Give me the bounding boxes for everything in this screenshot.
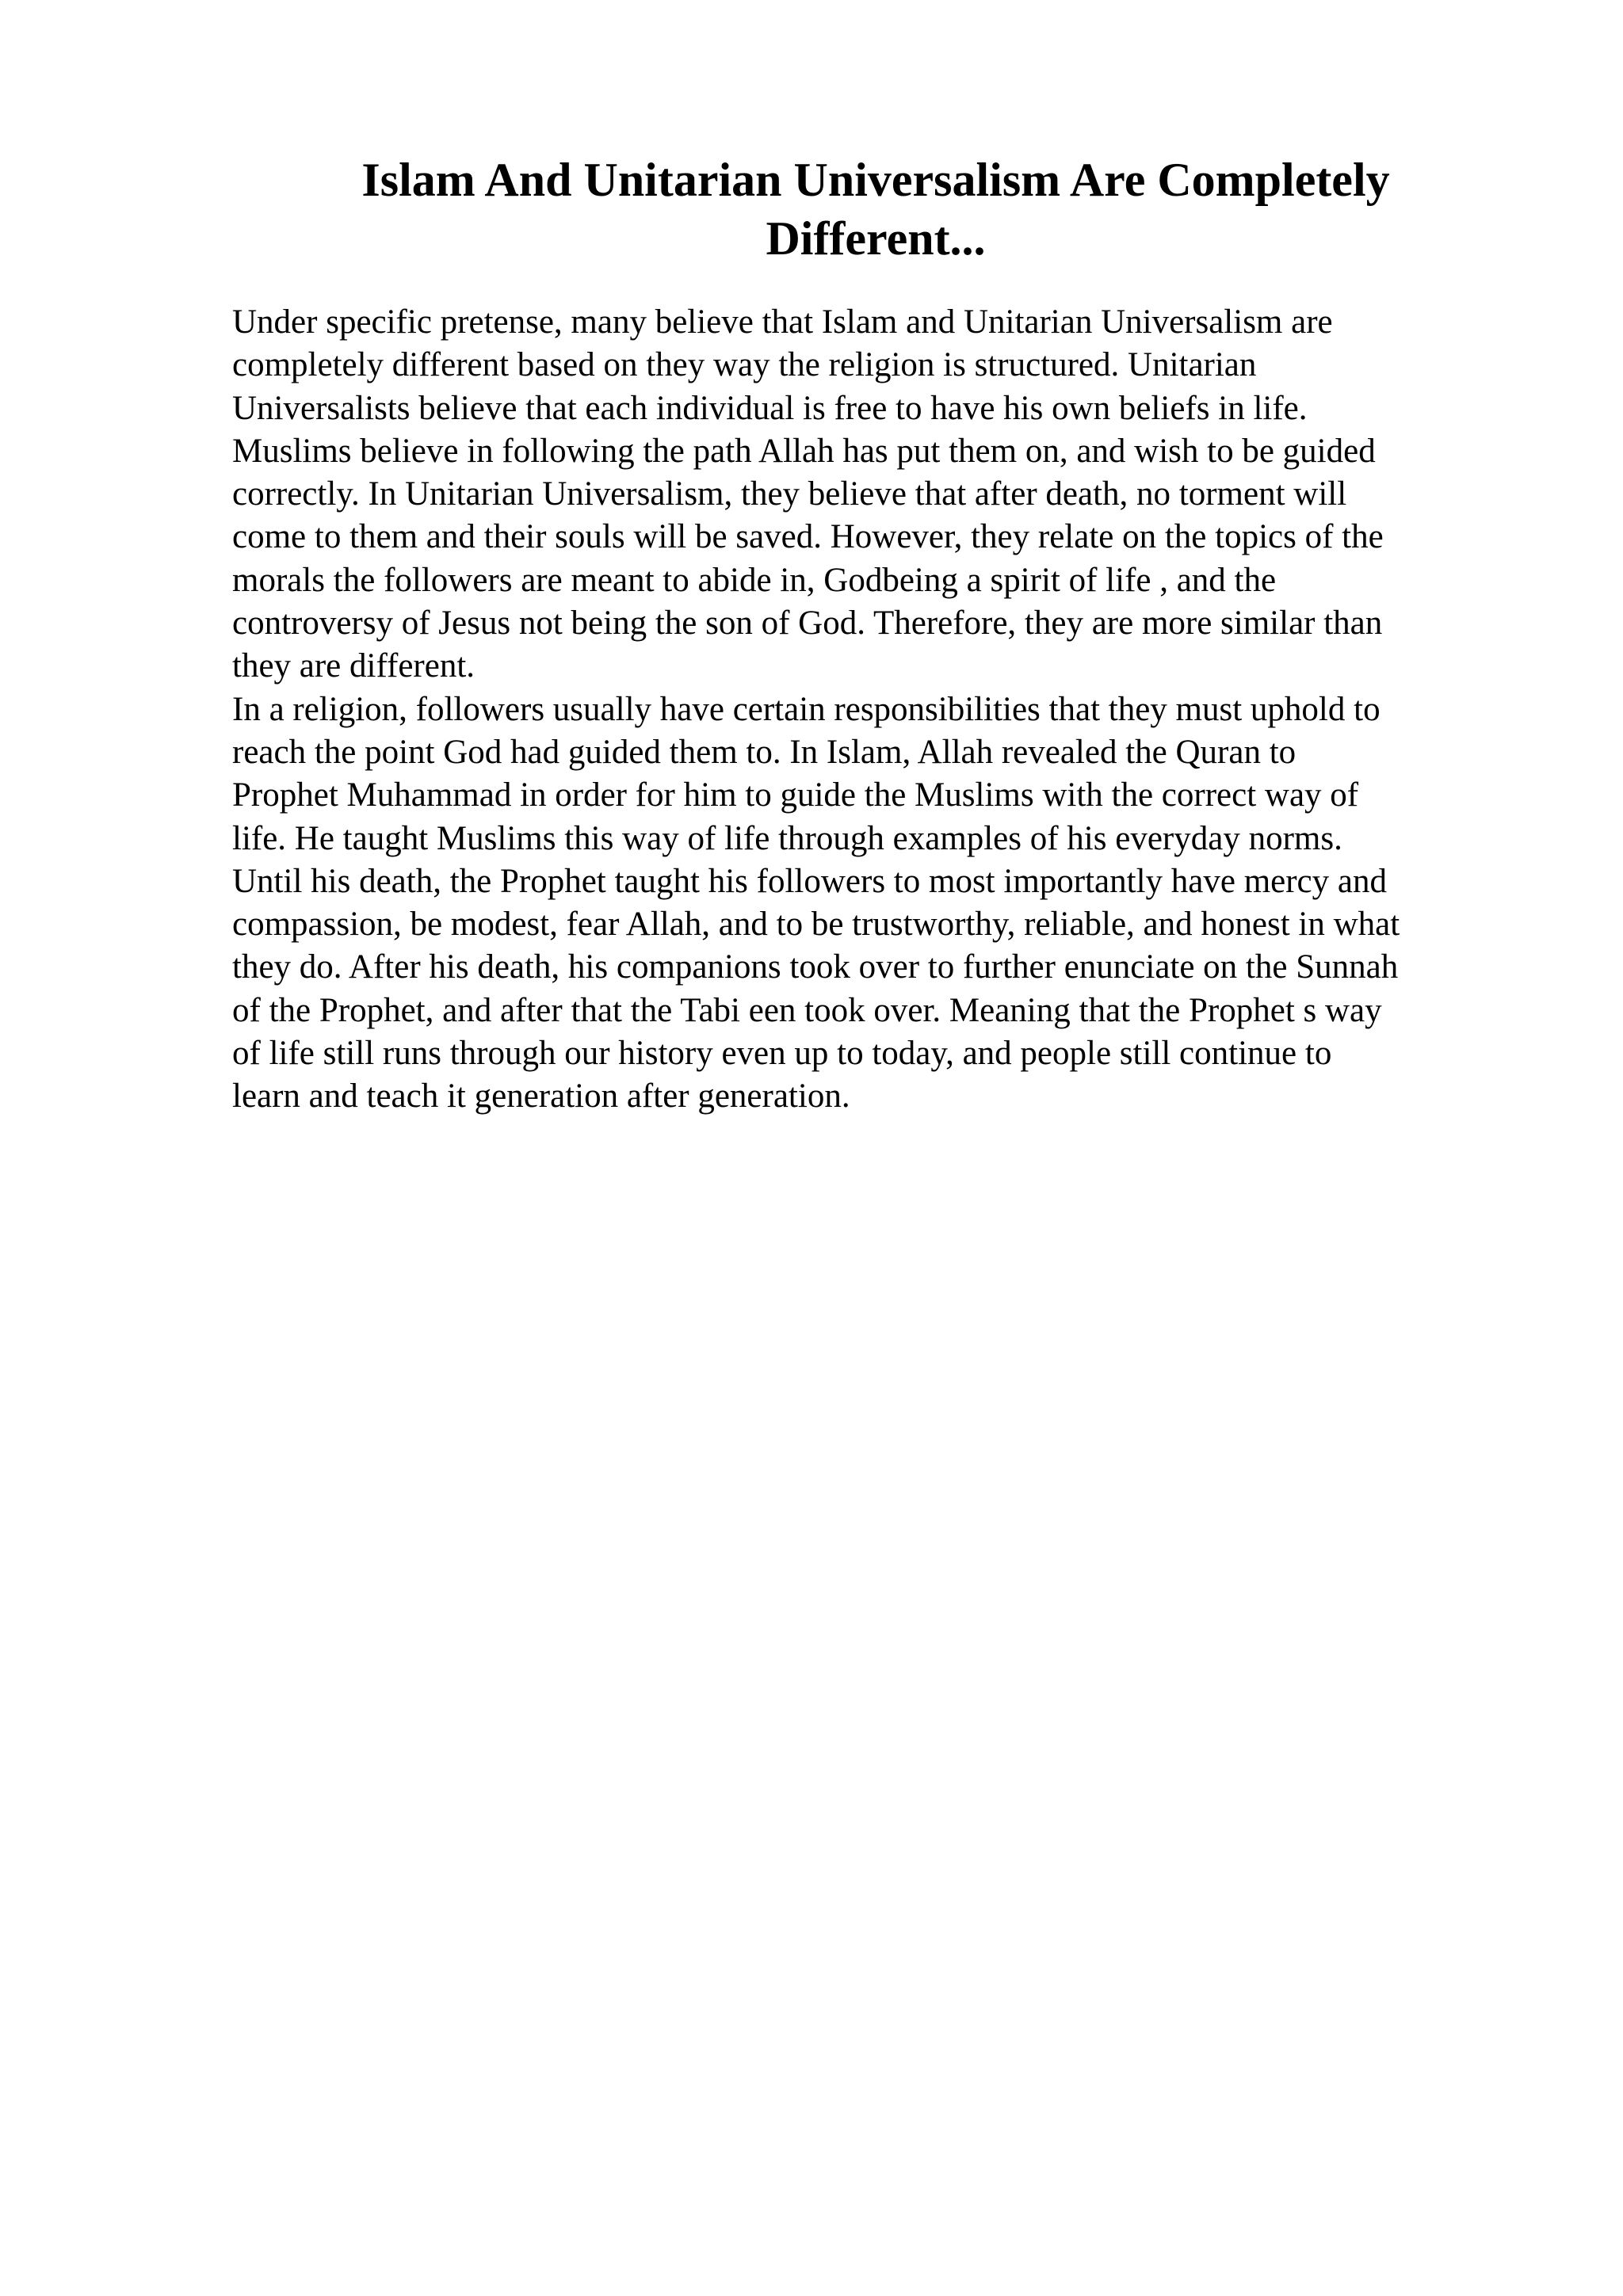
text-line: of the Prophet, and after that the Tabi een took over. Meaning that the Prophet s way bbox=[232, 991, 1382, 1029]
text-line: of life still runs through our history even up to today, and people still continue to bbox=[232, 1035, 1332, 1073]
text-line: completely different based on they way the religion is structured. Unitarian bbox=[232, 346, 1257, 384]
text-line: they do. After his death, his companions took over to further enunciate on the Sunnah bbox=[232, 948, 1399, 986]
text-line: correctly. In Unitarian Universalism, they believe that after death, no torment will bbox=[232, 475, 1347, 513]
text-line: Prophet Muhammad in order for him to guide the Muslims with the correct way of bbox=[232, 776, 1359, 814]
text-line: life. He taught Muslims this way of life through examples of his everyday norms. bbox=[232, 819, 1342, 857]
text-line: Under specific pretense, many believe that Islam and Unitarian Universalism are bbox=[232, 303, 1333, 341]
body-text bbox=[232, 301, 1579, 1119]
title-line: Islam And Unitarian Universalism Are Completely bbox=[361, 154, 1390, 206]
title-line: Different... bbox=[766, 212, 986, 265]
text-line: compassion, be modest, fear Allah, and to be trustworthy, reliable, and honest in what bbox=[232, 906, 1400, 944]
text-line: learn and teach it generation after generation. bbox=[232, 1077, 850, 1116]
text-line: Until his death, the Prophet taught his followers to most importantly have mercy and bbox=[232, 862, 1387, 900]
text-line: In a religion, followers usually have certain responsibilities that they must uphold to bbox=[232, 690, 1381, 728]
text-line: come to them and their souls will be saved. However, they relate on the topics of the bbox=[232, 518, 1384, 556]
text-line: reach the point God had guided them to. In Islam, Allah revealed the Quran to bbox=[232, 733, 1296, 771]
text-line: controversy of Jesus not being the son of God. Therefore, they are more similar than bbox=[232, 605, 1383, 643]
text-line: morals the followers are meant to abide in, Godbeing a spirit of life , and the bbox=[232, 561, 1277, 599]
text-line: Universalists believe that each individual is free to have his own beliefs in life. bbox=[232, 389, 1308, 427]
page-title bbox=[230, 151, 1522, 268]
text-line: they are different. bbox=[232, 647, 475, 685]
text-line: Muslims believe in following the path Allah has put them on, and wish to be guided bbox=[232, 432, 1376, 470]
